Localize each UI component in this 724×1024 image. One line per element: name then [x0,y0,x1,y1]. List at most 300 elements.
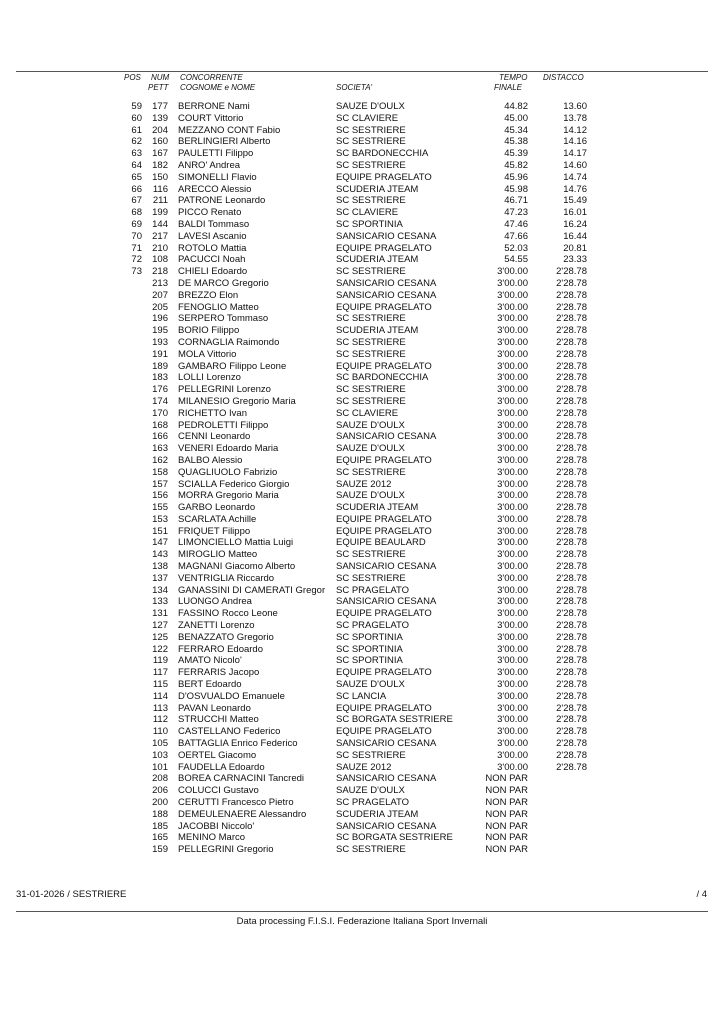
cell-bib: 174 [152,395,168,407]
cell-club: SANSICARIO CESANA [336,230,437,242]
table-row [0,396,724,408]
cell-athlete-name: FAUDELLA Edoardo [178,761,265,773]
col-header-concorrente: CONCORRENTE [180,73,243,82]
cell-time: 3'00.00 [497,655,528,667]
cell-time: 3'00.00 [497,360,528,372]
table-row [0,384,724,396]
table-row [0,585,724,597]
table-row [0,726,724,738]
cell-time: 3'00.00 [497,454,528,466]
cell-club: SCUDERIA JTEAM [336,502,419,514]
cell-pos: 59 [131,101,142,112]
cell-athlete-name: SERPERO Tommaso [178,313,269,325]
cell-club: SC CLAVIERE [336,207,399,219]
cell-athlete-name: GANASSINI DI CAMERATI Gregor [178,584,326,596]
table-row [0,608,724,620]
cell-club: SANSICARIO CESANA [336,431,437,443]
cell-athlete-name: VENERI Edoardo Maria [178,443,279,455]
cell-bib: 114 [152,690,168,702]
cell-club: SC SESTRIERE [336,336,406,348]
cell-club: SAUZE 2012 [336,761,392,773]
cell-bib: 213 [152,277,168,289]
cell-time: 3'00.00 [497,266,528,278]
cell-bib: 116 [152,183,168,195]
cell-bib: 158 [152,466,168,478]
footer-page-number: / 4 [696,889,707,900]
cell-bib: 200 [152,797,168,809]
cell-bib: 155 [152,502,168,514]
cell-time: 3'00.00 [497,572,528,584]
cell-athlete-name: SCARLATA Achille [178,513,257,525]
table-row [0,290,724,302]
cell-time: 3'00.00 [497,643,528,655]
cell-bib: 217 [152,230,168,242]
cell-athlete-name: PATRONE Leonardo [178,195,266,207]
table-row [0,278,724,290]
cell-athlete-name: BENAZZATO Gregorio [178,631,274,643]
cell-time: 45.39 [504,148,528,160]
table-row [0,632,724,644]
table-row [0,372,724,384]
cell-gap: 2'28.78 [556,513,587,525]
cell-bib: 133 [152,596,168,608]
cell-bib: 188 [152,808,168,820]
cell-athlete-name: PICCO Renato [178,207,242,219]
cell-gap: 2'28.78 [556,537,587,549]
cell-club: SC BORGATA SESTRIERE [336,714,453,726]
cell-athlete-name: PAVAN Leonardo [178,702,251,714]
cell-time: 3'00.00 [497,289,528,301]
cell-time: 3'00.00 [497,584,528,596]
cell-gap: 2'28.78 [556,620,587,632]
cell-time: 3'00.00 [497,667,528,679]
cell-athlete-name: FERRARO Edoardo [178,643,264,655]
cell-gap: 2'28.78 [556,702,587,714]
cell-bib: 115 [152,679,168,691]
cell-athlete-name: LAVESI Ascanio [178,230,247,242]
table-row [0,821,724,833]
cell-club: EQUIPE PRAGELATO [336,608,432,620]
cell-athlete-name: PELLEGRINI Lorenzo [178,384,271,396]
cell-bib: 159 [152,844,168,856]
cell-club: SC SESTRIERE [336,749,406,761]
cell-athlete-name: RICHETTO Ivan [178,407,247,419]
header-top-rule [16,71,708,72]
cell-time: 3'00.00 [497,490,528,502]
table-row [0,502,724,514]
cell-gap: 2'28.78 [556,584,587,596]
table-row [0,479,724,491]
cell-gap: 2'28.78 [556,714,587,726]
cell-gap: 2'28.78 [556,738,587,750]
cell-gap: 14.74 [563,171,587,183]
cell-gap: 2'28.78 [556,443,587,455]
cell-time: 45.98 [504,183,528,195]
cell-gap: 2'28.78 [556,277,587,289]
cell-time: 3'00.00 [497,513,528,525]
cell-club: EQUIPE PRAGELATO [336,525,432,537]
cell-athlete-name: MAGNANI Giacomo Alberto [178,561,296,573]
cell-club: EQUIPE PRAGELATO [336,513,432,525]
table-row [0,644,724,656]
cell-gap: 2'28.78 [556,572,587,584]
cell-athlete-name: BATTAGLIA Enrico Federico [178,738,298,750]
cell-club: EQUIPE PRAGELATO [336,242,432,254]
cell-gap: 2'28.78 [556,608,587,620]
cell-athlete-name: MILANESIO Gregorio Maria [178,395,296,407]
cell-time: 3'00.00 [497,502,528,514]
footer-credit: Data processing F.I.S.I. Federazione Italiana Sport Invernali [236,916,488,927]
cell-time: 3'00.00 [497,749,528,761]
table-row [0,125,724,137]
cell-athlete-name: AMATO Nicolo' [178,655,242,667]
cell-pos: 66 [131,183,142,195]
cell-bib: 185 [152,820,168,832]
cell-bib: 147 [152,537,168,549]
cell-bib: 131 [152,608,168,620]
cell-gap: 2'28.78 [556,407,587,419]
cell-athlete-name: CASTELLANO Federico [178,726,281,738]
cell-gap: 14.12 [563,124,587,136]
cell-gap: 16.44 [563,230,587,242]
table-row [0,785,724,797]
cell-bib: 103 [152,749,168,761]
cell-gap: 2'28.78 [556,596,587,608]
cell-bib: 176 [152,384,168,396]
cell-gap: 20.81 [563,242,587,254]
cell-time: NON PAR [485,832,528,844]
cell-time: 3'00.00 [497,336,528,348]
table-row [0,113,724,125]
cell-time: NON PAR [485,820,528,832]
cell-time: NON PAR [485,844,528,856]
table-row [0,773,724,785]
cell-time: 3'00.00 [497,525,528,537]
col-header-pos: POS [124,73,141,82]
table-row [0,620,724,632]
cell-gap: 2'28.78 [556,655,587,667]
cell-athlete-name: MORRA Gregorio Maria [178,490,279,502]
cell-time: 3'00.00 [497,690,528,702]
table-row [0,844,724,856]
cell-bib: 165 [152,832,168,844]
cell-club: SAUZE 2012 [336,478,392,490]
cell-athlete-name: MOLA Vittorio [178,348,237,360]
cell-time: 3'00.00 [497,761,528,773]
cell-athlete-name: FERRARIS Jacopo [178,667,260,679]
cell-club: SANSICARIO CESANA [336,773,437,785]
cell-time: 45.38 [504,136,528,148]
table-row [0,337,724,349]
cell-time: 3'00.00 [497,620,528,632]
table-row [0,738,724,750]
table-row [0,467,724,479]
cell-bib: 112 [152,714,168,726]
cell-pos: 72 [131,254,142,266]
cell-club: SC BARDONECCHIA [336,372,429,384]
col-header-cognome-nome: COGNOME e NOME [180,83,256,92]
cell-gap: 14.17 [563,148,587,160]
cell-athlete-name: SIMONELLI Flavio [178,171,257,183]
cell-pos: 67 [131,195,142,207]
cell-club: SC PRAGELATO [336,620,410,632]
cell-club: SC BORGATA SESTRIERE [336,832,453,844]
table-row [0,431,724,443]
cell-gap: 16.01 [563,207,587,219]
col-header-distacco: DISTACCO [543,73,584,82]
cell-club: SC BARDONECCHIA [336,148,429,160]
cell-club: SC SPORTINIA [336,655,403,667]
cell-athlete-name: BERT Edoardo [178,679,242,691]
cell-gap: 23.33 [563,254,587,266]
cell-club: SC CLAVIERE [336,407,399,419]
cell-club: SAUZE D'OULX [336,679,405,691]
cell-athlete-name: OERTEL Giacomo [178,749,257,761]
cell-club: SC SESTRIERE [336,124,406,136]
cell-athlete-name: ZANETTI Lorenzo [178,620,255,632]
cell-gap: 2'28.78 [556,419,587,431]
cell-club: SC PRAGELATO [336,584,410,596]
cell-time: 3'00.00 [497,325,528,337]
cell-time: NON PAR [485,797,528,809]
table-row [0,266,724,278]
cell-athlete-name: BORIO Filippo [178,325,240,337]
cell-time: 3'00.00 [497,549,528,561]
cell-time: 3'00.00 [497,702,528,714]
cell-athlete-name: CENNI Leonardo [178,431,251,443]
cell-bib: 163 [152,443,168,455]
cell-gap: 2'28.78 [556,384,587,396]
cell-athlete-name: BERRONE Nami [178,101,250,112]
cell-gap: 14.76 [563,183,587,195]
cell-gap: 2'28.78 [556,372,587,384]
cell-bib: 113 [152,702,168,714]
cell-club: SC SESTRIERE [336,466,406,478]
cell-bib: 189 [152,360,168,372]
cell-bib: 193 [152,336,168,348]
cell-club: SC SESTRIERE [336,136,406,148]
cell-athlete-name: BALDI Tommaso [178,218,250,230]
table-row [0,172,724,184]
cell-club: EQUIPE PRAGELATO [336,301,432,313]
cell-bib: 157 [152,478,168,490]
cell-gap: 2'28.78 [556,466,587,478]
cell-club: SCUDERIA JTEAM [336,808,419,820]
cell-athlete-name: PAULETTI Filippo [178,148,254,160]
cell-club: SANSICARIO CESANA [336,561,437,573]
cell-gap: 2'28.78 [556,348,587,360]
cell-athlete-name: CORNAGLIA Raimondo [178,336,280,348]
col-header-num: NUM [151,73,170,82]
cell-bib: 166 [152,431,168,443]
cell-athlete-name: LIMONCIELLO Mattia Luigi [178,537,294,549]
cell-club: SANSICARIO CESANA [336,820,437,832]
table-row [0,596,724,608]
cell-athlete-name: LUONGO Andrea [178,596,252,608]
cell-athlete-name: CHIELI Edoardo [178,266,248,278]
table-row [0,207,724,219]
table-row [0,797,724,809]
cell-club: EQUIPE PRAGELATO [336,667,432,679]
table-row [0,443,724,455]
cell-time: 45.82 [504,159,528,171]
cell-club: SC SESTRIERE [336,348,406,360]
cell-time: NON PAR [485,785,528,797]
cell-club: SAUZE D'OULX [336,443,405,455]
cell-bib: 101 [152,761,168,773]
cell-gap: 16.24 [563,218,587,230]
cell-gap: 2'28.78 [556,325,587,337]
cell-time: NON PAR [485,773,528,785]
cell-time: 3'00.00 [497,478,528,490]
cell-club: SCUDERIA JTEAM [336,183,419,195]
cell-athlete-name: QUAGLIUOLO Fabrizio [178,466,278,478]
cell-bib: 218 [152,266,168,278]
cell-club: SC PRAGELATO [336,797,410,809]
cell-athlete-name: MIROGLIO Matteo [178,549,258,561]
cell-gap: 2'28.78 [556,643,587,655]
cell-athlete-name: D'OSVUALDO Emanuele [178,690,285,702]
cell-pos: 70 [131,230,142,242]
cell-bib: 205 [152,301,168,313]
cell-gap: 2'28.78 [556,313,587,325]
cell-gap: 2'28.78 [556,549,587,561]
cell-club: SC LANCIA [336,690,387,702]
cell-time: 3'00.00 [497,277,528,289]
table-row [0,313,724,325]
cell-club: EQUIPE PRAGELATO [336,454,432,466]
table-row [0,750,724,762]
col-header-tempo: TEMPO [499,73,528,82]
table-row [0,490,724,502]
cell-club: SAUZE D'OULX [336,785,405,797]
cell-gap: 2'28.78 [556,690,587,702]
cell-athlete-name: GARBO Leonardo [178,502,256,514]
table-row [0,408,724,420]
table-row [0,691,724,703]
cell-club: SC CLAVIERE [336,112,399,124]
cell-gap: 13.60 [563,101,587,112]
cell-time: 45.00 [504,112,528,124]
cell-club: SC SPORTINIA [336,643,403,655]
cell-athlete-name: PACUCCI Noah [178,254,246,266]
cell-athlete-name: COLUCCI Gustavo [178,785,259,797]
cell-club: SC SESTRIERE [336,844,406,856]
cell-time: 3'00.00 [497,395,528,407]
cell-athlete-name: BOREA CARNACINI Tancredi [178,773,305,785]
cell-bib: 206 [152,785,168,797]
cell-club: SANSICARIO CESANA [336,289,437,301]
cell-club: SC SESTRIERE [336,195,406,207]
cell-gap: 13.78 [563,112,587,124]
cell-athlete-name: ARECCO Alessio [178,183,252,195]
cell-club: SC SESTRIERE [336,572,406,584]
table-row [0,325,724,337]
cell-athlete-name: LOLLI Lorenzo [178,372,241,384]
table-row [0,573,724,585]
results-table [0,101,724,856]
cell-club: SCUDERIA JTEAM [336,254,419,266]
cell-athlete-name: MENINO Marco [178,832,246,844]
cell-bib: 160 [152,136,168,148]
cell-bib: 162 [152,454,168,466]
cell-athlete-name: DEMEULENAERE Alessandro [178,808,307,820]
cell-gap: 2'28.78 [556,454,587,466]
cell-time: 3'00.00 [497,537,528,549]
cell-time: 47.66 [504,230,528,242]
cell-athlete-name: MEZZANO CONT Fabio [178,124,281,136]
cell-time: 3'00.00 [497,301,528,313]
table-row [0,420,724,432]
table-row [0,714,724,726]
col-header-finale: FINALE [494,83,523,92]
col-header-societa: SOCIETA' [336,83,373,92]
table-row [0,832,724,844]
footer-date-place: 31-01-2026 / SESTRIERE [16,889,127,900]
cell-gap: 2'28.78 [556,266,587,278]
cell-gap: 2'28.78 [556,395,587,407]
cell-club: SANSICARIO CESANA [336,596,437,608]
cell-athlete-name: BERLINGIERI Alberto [178,136,271,148]
cell-club: EQUIPE PRAGELATO [336,171,432,183]
table-row [0,148,724,160]
cell-gap: 2'28.78 [556,289,587,301]
cell-athlete-name: SCIALLA Federico Giorgio [178,478,290,490]
cell-club: SC SPORTINIA [336,218,403,230]
cell-bib: 108 [152,254,168,266]
cell-time: 3'00.00 [497,596,528,608]
cell-pos: 65 [131,171,142,183]
cell-pos: 60 [131,112,142,124]
cell-time: 3'00.00 [497,679,528,691]
cell-bib: 210 [152,242,168,254]
cell-pos: 63 [131,148,142,160]
cell-pos: 61 [131,124,142,136]
cell-time: 3'00.00 [497,348,528,360]
cell-bib: 127 [152,620,168,632]
table-row [0,537,724,549]
cell-bib: 204 [152,124,168,136]
cell-bib: 122 [152,643,168,655]
cell-athlete-name: VENTRIGLIA Riccardo [178,572,275,584]
cell-time: 3'00.00 [497,738,528,750]
cell-club: EQUIPE PRAGELATO [336,360,432,372]
cell-time: 45.34 [504,124,528,136]
cell-athlete-name: BALBO Alessio [178,454,243,466]
cell-time: 3'00.00 [497,407,528,419]
cell-time: 3'00.00 [497,608,528,620]
table-row [0,184,724,196]
cell-bib: 196 [152,313,168,325]
cell-athlete-name: DE MARCO Gregorio [178,277,269,289]
cell-time: 45.96 [504,171,528,183]
cell-gap: 2'28.78 [556,478,587,490]
cell-time: 44.82 [504,101,528,112]
cell-athlete-name: GAMBARO Filippo Leone [178,360,287,372]
table-row [0,679,724,691]
cell-bib: 167 [152,148,168,160]
cell-bib: 138 [152,561,168,573]
table-row [0,455,724,467]
cell-gap: 2'28.78 [556,525,587,537]
cell-time: 46.71 [504,195,528,207]
cell-time: 3'00.00 [497,631,528,643]
table-row [0,361,724,373]
cell-time: 3'00.00 [497,714,528,726]
cell-time: 3'00.00 [497,384,528,396]
cell-pos: 71 [131,242,142,254]
table-row [0,136,724,148]
